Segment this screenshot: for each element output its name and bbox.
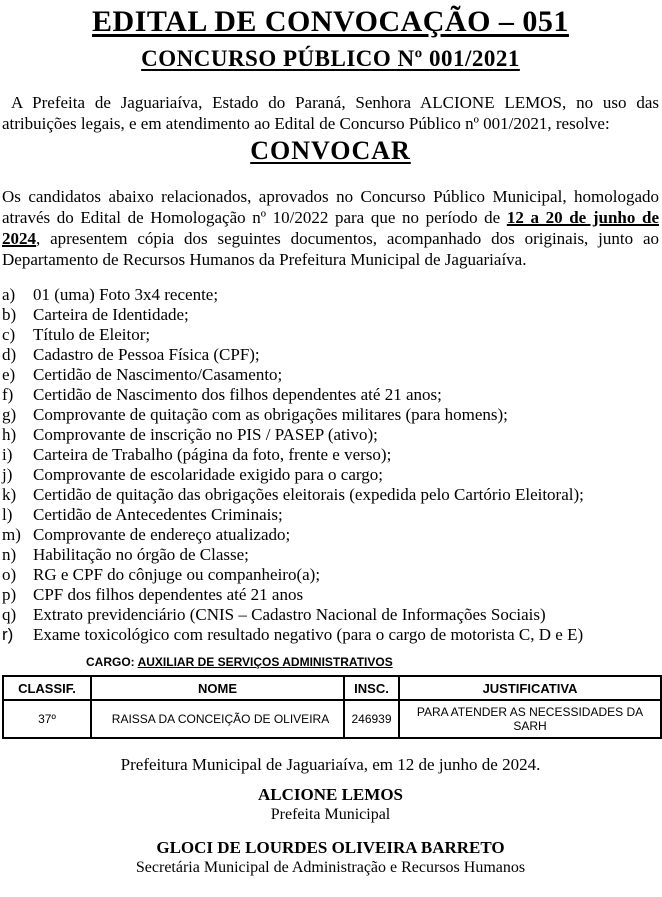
cell-justificativa: PARA ATENDER AS NECESSIDADES DA SARH (399, 700, 661, 738)
table-row (3, 700, 661, 738)
list-item-text: Certidão de quitação das obrigações eleitorais (expedida pelo Cartório Eleitoral); (33, 485, 584, 504)
list-item-marker: h) (2, 425, 17, 444)
list-item-text: Comprovante de endereço atualizado; (33, 525, 291, 544)
list-item-marker: r) (2, 625, 14, 644)
list-item-text: Certidão de Nascimento dos filhos dependentes até 21 anos; (33, 385, 442, 404)
list-item-marker: k) (2, 485, 17, 504)
signature-role: Prefeita Municipal (270, 806, 391, 823)
list-item (2, 285, 659, 305)
list-item-marker: g) (2, 405, 17, 424)
footer-dateline: Prefeitura Municipal de Jaguariaíva, em 12 de junho de 2024. (120, 755, 541, 774)
list-item (2, 565, 659, 585)
list-item (2, 445, 659, 465)
list-item-text: Título de Eleitor; (33, 325, 151, 344)
list-item-marker: i) (2, 445, 13, 464)
body-paragraph (2, 186, 659, 270)
documents-list (2, 285, 659, 645)
list-item-marker: p) (2, 585, 17, 604)
results-table (2, 675, 662, 739)
table-header-justificativa: JUSTIFICATIVA (399, 676, 661, 700)
list-item (2, 465, 659, 485)
list-item-text: Exame toxicológico com resultado negativo (para o cargo de motorista C, D e E) (33, 625, 584, 644)
intro-paragraph: A Prefeita de Jaguariaíva, Estado do Paraná, Senhora ALCIONE LEMOS, no uso das atribuições legais, e em atendimento ao Edital de Concurso Público nº 001/2021, resolve: (2, 93, 659, 133)
list-item (2, 605, 659, 625)
list-item (2, 525, 659, 545)
convocar-heading: CONVOCAR (250, 136, 411, 165)
list-item-text: Cadastro de Pessoa Física (CPF); (33, 345, 260, 364)
list-item-marker: n) (2, 545, 17, 564)
list-item (2, 305, 659, 325)
list-item (2, 585, 659, 605)
list-item-marker: l) (2, 505, 13, 524)
page-title: EDITAL DE CONVOCAÇÃO – 051 (92, 5, 569, 38)
list-item (2, 405, 659, 425)
cell-nome: RAISSA DA CONCEIÇÃO DE OLIVEIRA (91, 700, 344, 738)
list-item-text: Comprovante de quitação com as obrigações militares (para homens); (33, 405, 508, 424)
list-item-marker: j) (2, 465, 13, 484)
list-item-marker: b) (2, 305, 17, 324)
list-item-marker: e) (2, 365, 16, 384)
cargo-line (86, 655, 659, 669)
signature-role: Secretária Municipal de Administração e Recursos Humanos (135, 859, 526, 876)
list-item (2, 425, 659, 445)
list-item-text: Extrato previdenciário (CNIS – Cadastro Nacional de Informações Sociais) (33, 605, 546, 624)
list-item (2, 545, 659, 565)
table-header-nome: NOME (91, 676, 344, 700)
list-item (2, 385, 659, 405)
list-item-marker: f) (2, 385, 14, 404)
cell-classif: 37º (3, 700, 91, 738)
list-item-text: 01 (uma) Foto 3x4 recente; (33, 285, 219, 304)
signature-name: GLOCI DE LOURDES OLIVEIRA BARRETO (156, 838, 505, 857)
list-item-text: Carteira de Trabalho (página da foto, frente e verso); (33, 445, 392, 464)
signature-block-secretaria (2, 838, 659, 877)
list-item-text: Comprovante de inscrição no PIS / PASEP (ativo); (33, 425, 378, 444)
list-item-marker: m) (2, 525, 21, 544)
signature-name: ALCIONE LEMOS (258, 785, 403, 804)
list-item (2, 345, 659, 365)
page-subtitle: CONCURSO PÚBLICO Nº 001/2021 (141, 46, 520, 71)
list-item-text: CPF dos filhos dependentes até 21 anos (33, 585, 304, 604)
list-item-text: RG e CPF do cônjuge ou companheiro(a); (33, 565, 321, 584)
list-item-marker: c) (2, 325, 16, 344)
table-header-row (3, 676, 661, 700)
body-paragraph-highlight-dates: 12 a 20 de junho de 2024 (2, 208, 659, 248)
list-item-text: Comprovante de escolaridade exigido para o cargo; (33, 465, 383, 484)
body-paragraph-part2: , apresentem cópia dos seguintes documentos, acompanhado dos originais, junto ao Departamento de Recursos Humanos da Prefeitura Municipal de Jaguariaíva. (2, 229, 659, 269)
list-item-text: Certidão de Nascimento/Casamento; (33, 365, 283, 384)
list-item-marker: d) (2, 345, 17, 364)
list-item-text: Carteira de Identidade; (33, 305, 189, 324)
cargo-value: AUXILIAR DE SERVIÇOS ADMINISTRATIVOS (137, 655, 393, 669)
list-item-text: Habilitação no órgão de Classe; (33, 545, 249, 564)
cell-insc: 246939 (344, 700, 399, 738)
signature-block-prefeita (2, 785, 659, 824)
list-item-text: Certidão de Antecedentes Criminais; (33, 505, 283, 524)
body-paragraph-part1: Os candidatos abaixo relacionados, aprovados no Concurso Público Municipal, homologado através do Edital de Homologação nº 10/2022 para que no período de (2, 187, 659, 227)
table-header-classif: CLASSIF. (3, 676, 91, 700)
list-item-marker: a) (2, 285, 16, 304)
list-item (2, 325, 659, 345)
list-item (2, 625, 659, 645)
list-item-marker: o) (2, 565, 17, 584)
list-item (2, 505, 659, 525)
table-header-insc: INSC. (344, 676, 399, 700)
list-item (2, 365, 659, 385)
list-item (2, 485, 659, 505)
list-item-marker: q) (2, 605, 17, 624)
cargo-label: CARGO: (86, 655, 138, 669)
